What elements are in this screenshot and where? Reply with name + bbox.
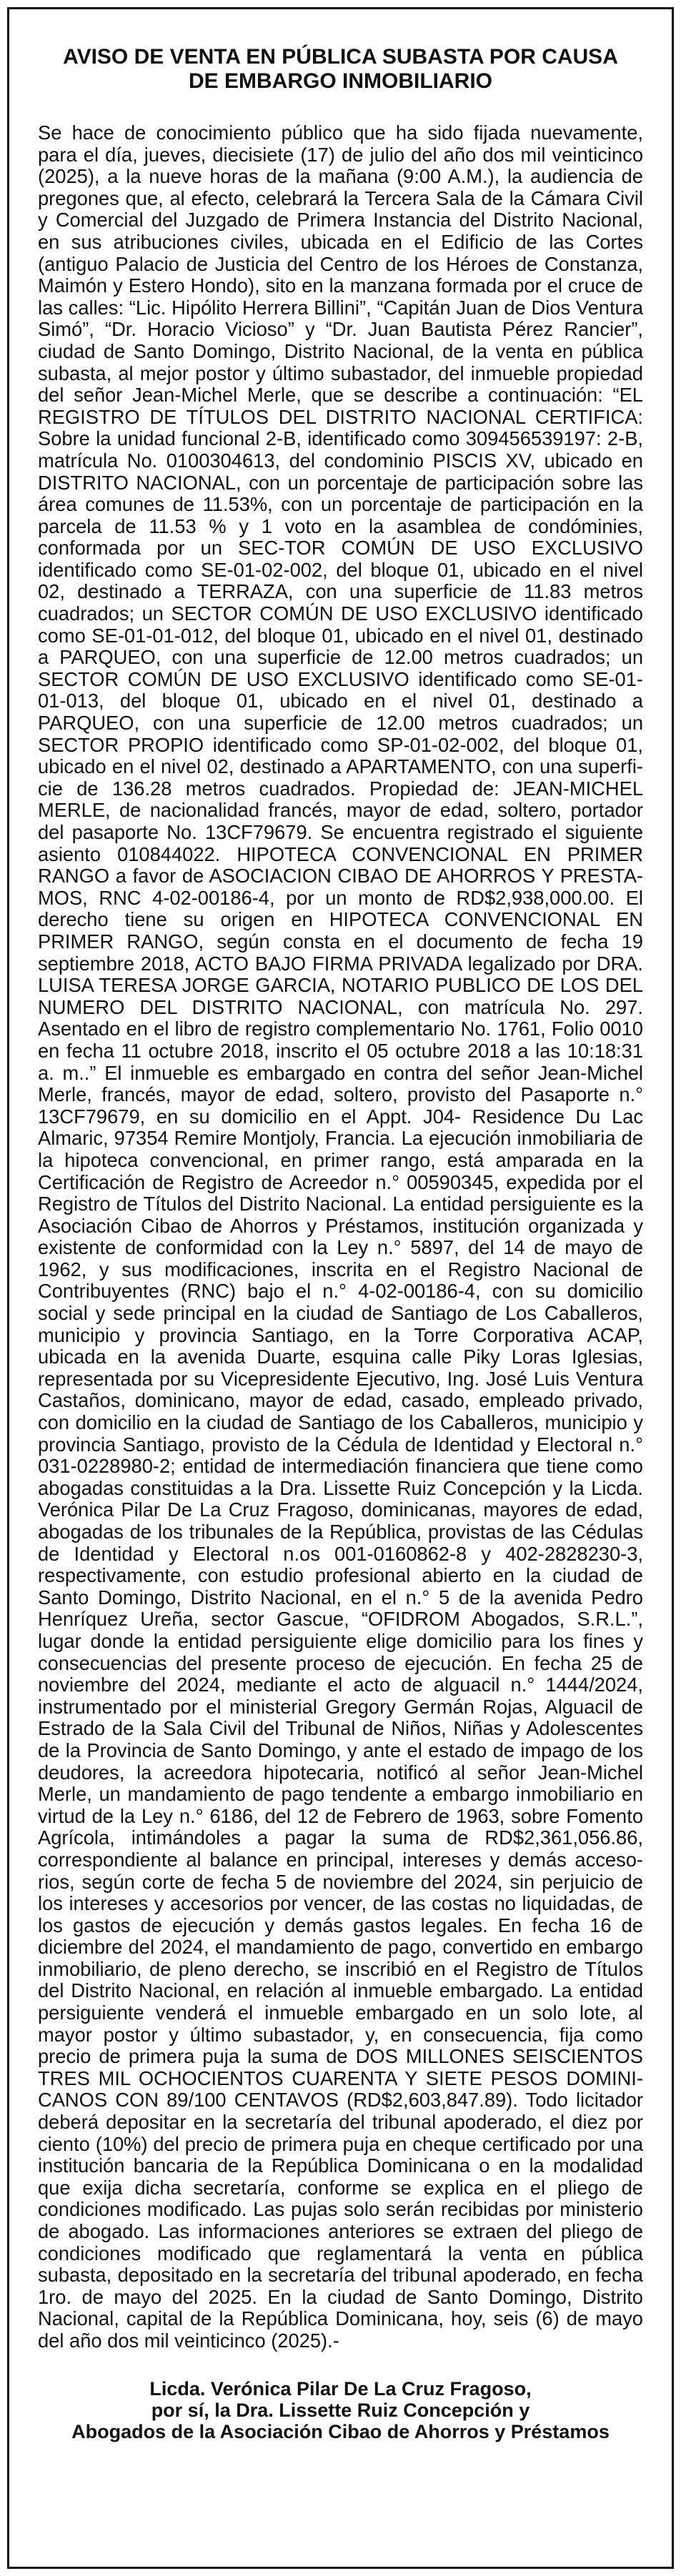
title-line-2: DE EMBARGO INMOBILIARIO (189, 69, 492, 93)
signature-line-2: por sí, la Dra. Lissette Ruiz Concepción y (151, 2399, 530, 2421)
notice-title (38, 45, 643, 94)
title-line-1: AVISO DE VENTA EN PÚBLICA SUBASTA POR CAUSA (63, 45, 618, 69)
signature-block (38, 2378, 643, 2442)
notice-body (38, 122, 643, 2352)
body-text: Se hace de conocimiento público que ha sido fijada nuevamente, para el día, jueves, diecisiete (17) de julio del año dos mil veinticinco (2025), a la nueve horas de la mañana (9:00 A.M.), la audiencia de pregones que, al efecto, celebrará la Tercera Sala de la Cámara Civil y Comercial del Juzgado de Primera Instancia del Distrito Nacional, en sus atribuciones civiles, ubicada en el Edificio de las Cortes (antiguo Palacio de Justicia del Centro de los Héroes de Constanza, Maimón y Estero Hondo), sito en la manzana formada por el cruce de las calles: “Lic. Hipólito Herrera Billini”, “Capitán Juan de Dios Ventura Simó”, “Dr. Horacio Vicioso” y “Dr. Juan Bautista Pérez Rancier”, ciudad de Santo Domingo, Distrito Nacional, de la venta en pública subasta, al mejor postor y último subastador, del inmueble propiedad del señor Jean-Michel Merle, que se describe a continuación: “EL REGISTRO DE TÍTULOS DEL DISTRITO NACIONAL CERTIFICA: Sobre la unidad funcional 2-B, identificado como 309456539197: 2-B, matrícula No. 0100304613, del condominio PISCIS XV, ubicado en DISTRITO NACIONAL, con un porcentaje de participación sobre las área comunes de 11.53%, con un porcentaje de participación en la parcela de 11.53 % y 1 voto en la asamblea de condóminies, conformada por un SEC-TOR COMÚN DE USO EXCLUSIVO identificado como SE-01-02-002, del bloque 01, ubicado en el nivel 02, destinado a TERRAZA, con una superficie de 11.83 metros cuadrados; un SECTOR COMÚN DE USO EXCLUSIVO identificado como SE-01-01-012, del bloque 01, ubicado en el nivel 01, destinado a PARQUEO, con una superficie de 12.00 metros cuadrados; un SECTOR COMÚN DE USO EXCLUSIVO identificado como SE-01-01-013, del bloque 01, ubicado en el nivel 01, destinado a PARQUEO, con una superficie de 12.00 metros cuadrados; un SECTOR PROPIO identificado como SP-01-02-002, del bloque 01, ubicado en el nivel 02, destinado a APARTAMENTO, con una superfi-cie de 136.28 metros cuadrados. Propiedad de: JEAN-MICHEL MERLE, de nacionalidad francés, mayor de edad, soltero, portador del pasaporte No. 13CF79679. Se encuentra registrado el siguiente asiento 010844022. HIPOTECA CONVENCIONAL EN PRIMER RANGO a favor de ASOCIACION CIBAO DE AHORROS Y PRESTA-MOS, RNC 4-02-00186-4, por un monto de RD$2,938,000.00. El derecho tiene su origen en HIPOTECA CONVENCIONAL EN PRIMER RANGO, según consta en el documento de fecha 19 septiembre 2018, ACTO BAJO FIRMA PRIVADA legalizado por DRA. LUISA TERESA JORGE GARCIA, NOTARIO PUBLICO DE LOS DEL NUMERO DEL DISTRITO NACIONAL, con matrícula No. 297. Asentado en el libro de registro complementario No. 1761, Folio 0010 en fecha 11 octubre 2018, inscrito el 05 octubre 2018 a las 10:18:31 a. m..” El inmueble es embargado en contra del señor Jean-Michel Merle, francés, mayor de edad, soltero, provisto del Pasaporte n.° 13CF79679, en su domicilio en el Appt. J04- Residence Du Lac Almaric, 97354 Remire Montjoly, Francia. La ejecución inmobiliaria de la hipoteca convencional, en primer rango, está amparada en la Certificación de Registro de Acreedor n.° 00590345, expedida por el Registro de Títulos del Distrito Nacional. La entidad persiguiente es la Asociación Cibao de Ahorros y Préstamos, institución organizada y existente de conformidad con la Ley n.° 5897, del 14 de mayo de 1962, y sus modificaciones, inscrita en el Registro Nacional de Contribuyentes (RNC) bajo el n.° 4-02-00186-4, con su domicilio social y sede principal en la ciudad de Santiago de Los Caballeros, municipio y provincia Santiago, en la Torre Corporativa ACAP, ubicada en la avenida Duarte, esquina calle Piky Loras Iglesias, representada por su Vicepresidente Ejecutivo, Ing. José Luis Ventura Castaños, dominicano, mayor de edad, casado, empleado privado, con domicilio en la ciudad de Santiago de los Caballeros, municipio y provincia Santiago, provisto de la Cédula de Identidad y Electoral n.° 031-0228980-2; entidad de intermediación financiera que tiene como abogadas constituidas a la Dra. Lissette Ruiz Concepción y la Licda. Verónica Pilar De La Cruz Fragoso, dominicanas, mayores de edad, abogadas de los tribunales de la República, provistas de las Cédulas de Identidad y Electoral n.os 001-0160862-8 y 402-2828230-3, respectivamente, con estudio profesional abierto en la ciudad de Santo Domingo, Distrito Nacional, en el n.° 5 de la avenida Pedro Henríquez Ureña, sector Gascue, “OFIDROM Abogados, S.R.L.”, lugar donde la entidad persiguiente elige domicilio para los fines y consecuencias del presente proceso de ejecución. En fecha 25 de noviembre del 2024, mediante el acto de alguacil n.° 1444/2024, instrumentado por el ministerial Gregory Germán Rojas, Alguacil de Estrado de la Sala Civil del Tribunal de Niños, Niñas y Adolescentes de la Provincia de Santo Domingo, y ante el estado de impago de los deudores, la acreedora hipotecaria, notificó al señor Jean-Michel Merle, un mandamiento de pago tendente a embargo inmobiliario en virtud de la Ley n.° 6186, del 12 de Febrero de 1963, sobre Fomento Agrícola, intimándoles a pagar la suma de RD$2,361,056.86, correspondiente al balance en principal, intereses y demás acceso-rios, según corte de fecha 5 de noviembre del 2024, sin perjuicio de los intereses y accesorios por vencer, de las costas no liquidadas, de los gastos de ejecución y demás gastos legales. En fecha 16 de diciembre del 2024, el mandamiento de pago, convertido en embargo inmobiliario, de pleno derecho, se inscribió en el Registro de Títulos del Distrito Nacional, en relación al inmueble embargado. La entidad persiguiente venderá el inmueble embargado en un solo lote, al mayor postor y último subastador, y, en consecuencia, fija como precio de primera puja la suma de DOS MILLONES SEISCIENTOS TRES MIL OCHOCIENTOS CUARENTA Y SIETE PESOS DOMINI-CANOS CON 89/100 CENTAVOS (RD$2,603,847.89). Todo licitador deberá depositar en la secretaría del tribunal apoderado, el diez por ciento (10%) del precio de primera puja en cheque certificado por una institución bancaria de la República Dominicana o en la modalidad que exija dicha secretaría, conforme se explica en el pliego de condiciones modificado. Las pujas solo serán recibidas por ministerio de abogado. Las informaciones anteriores se extraen del pliego de condiciones modificado que reglamentará la venta en pública subasta, depositado en la secretaría del tribunal apoderado, en fecha 1ro. de mayo del 2025. En la ciudad de Santo Domingo, Distrito Nacional, capital de la República Dominicana, hoy, seis (6) de mayo del año dos mil veinticinco (2025).- (38, 121, 643, 2352)
signature-line-3: Abogados de la Asociación Cibao de Ahorros y Préstamos (71, 2420, 610, 2442)
notice-border (7, 7, 674, 2569)
signature-line-1: Licda. Verónica Pilar De La Cruz Fragoso, (149, 2377, 532, 2400)
